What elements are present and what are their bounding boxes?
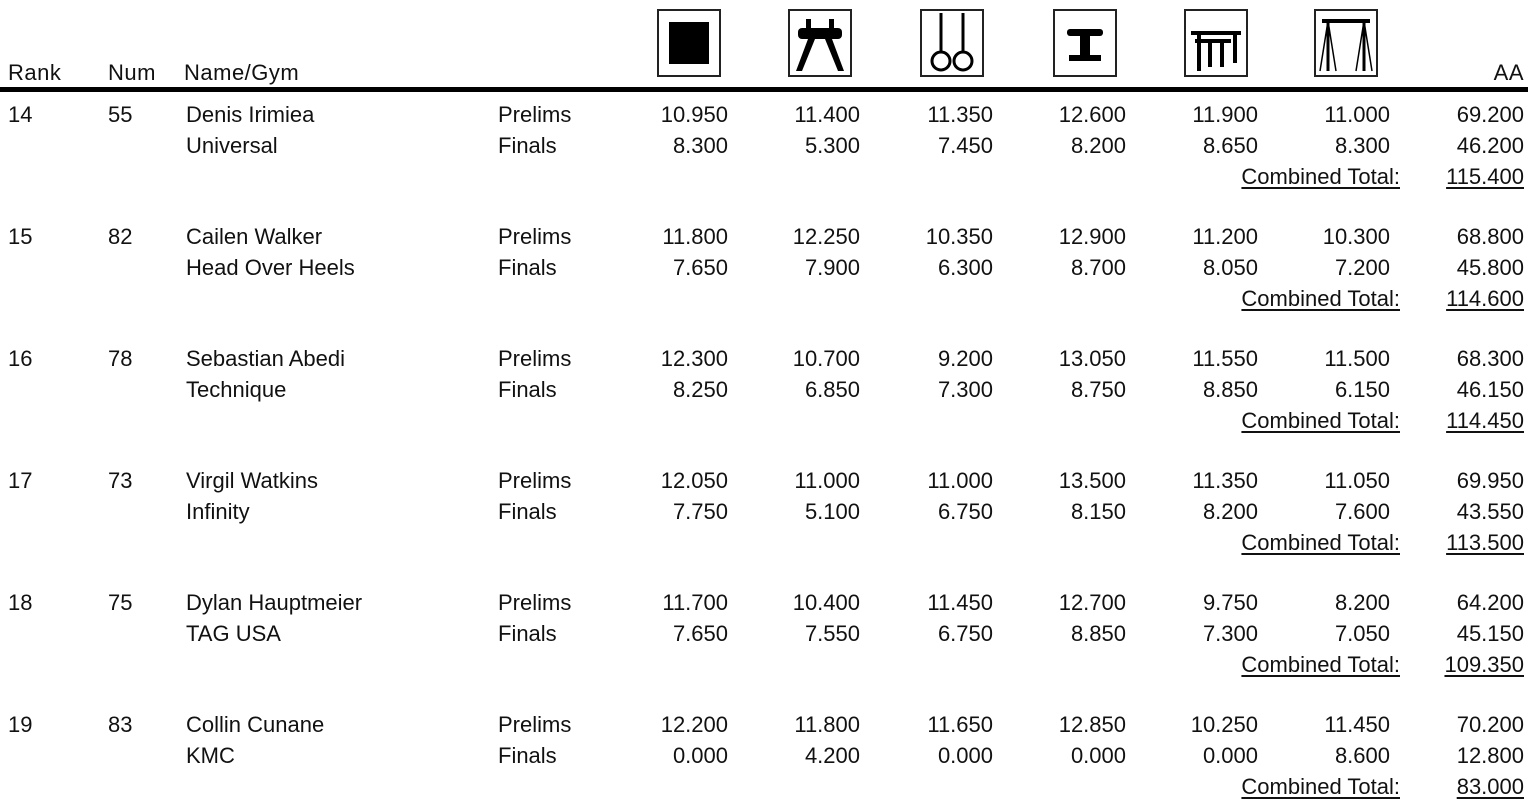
finals-aa: 45.150 [1456, 621, 1524, 646]
finals-aa: 45.800 [1456, 255, 1524, 280]
athlete-gym: Head Over Heels [186, 255, 355, 280]
prelims-score: 9.200 [937, 346, 993, 371]
finals-label: Finals [498, 621, 557, 646]
prelims-label: Prelims [498, 224, 572, 249]
finals-score: 8.050 [1202, 255, 1258, 280]
finals-score: 8.200 [1070, 133, 1126, 158]
prelims-aa: 70.200 [1456, 712, 1524, 737]
finals-aa: 12.800 [1456, 743, 1524, 768]
prelims-aa: 68.800 [1456, 224, 1524, 249]
athlete-gym: TAG USA [186, 621, 281, 646]
prelims-score: 10.950 [660, 102, 728, 127]
finals-score: 7.650 [672, 255, 728, 280]
combined-total-label: Combined Total: [1241, 774, 1400, 799]
prelims-score: 10.700 [792, 346, 860, 371]
prelims-score: 11.000 [794, 468, 860, 493]
prelims-score: 12.850 [1058, 712, 1126, 737]
finals-score: 7.300 [937, 377, 993, 402]
athlete-rank: 15 [8, 224, 33, 249]
prelims-label: Prelims [498, 346, 572, 371]
finals-score: 8.300 [672, 133, 728, 158]
finals-score: 8.700 [1070, 255, 1126, 280]
prelims-score: 11.000 [927, 468, 993, 493]
athlete-gym: Universal [186, 133, 278, 158]
prelims-aa: 68.300 [1456, 346, 1524, 371]
finals-score: 7.900 [804, 255, 860, 280]
finals-score: 8.850 [1070, 621, 1126, 646]
finals-score: 6.150 [1334, 377, 1390, 402]
combined-total-label: Combined Total: [1241, 408, 1400, 433]
athlete-name: Dylan Hauptmeier [186, 590, 363, 615]
prelims-score: 12.250 [792, 224, 860, 249]
finals-score: 6.850 [804, 377, 860, 402]
finals-score: 8.150 [1070, 499, 1126, 524]
prelims-score: 12.700 [1058, 590, 1126, 615]
finals-score: 7.450 [937, 133, 993, 158]
finals-score: 7.300 [1202, 621, 1258, 646]
prelims-score: 10.400 [792, 590, 860, 615]
finals-score: 8.650 [1202, 133, 1258, 158]
prelims-score: 12.900 [1058, 224, 1126, 249]
prelims-score: 11.450 [927, 590, 993, 615]
prelims-score: 12.050 [660, 468, 728, 493]
finals-score: 6.750 [937, 499, 993, 524]
finals-aa: 43.550 [1456, 499, 1524, 524]
finals-score: 7.600 [1334, 499, 1390, 524]
combined-total-value: 113.500 [1446, 530, 1524, 555]
prelims-aa: 69.950 [1456, 468, 1524, 493]
rank-header: Rank [8, 60, 62, 85]
finals-score: 8.300 [1334, 133, 1390, 158]
prelims-label: Prelims [498, 468, 572, 493]
finals-score: 5.100 [804, 499, 860, 524]
athlete-name: Virgil Watkins [186, 468, 319, 493]
finals-label: Finals [498, 499, 557, 524]
finals-score: 8.750 [1070, 377, 1126, 402]
prelims-score: 8.200 [1334, 590, 1390, 615]
athlete-rank: 18 [8, 590, 33, 615]
finals-score: 6.750 [937, 621, 993, 646]
prelims-score: 11.550 [1192, 346, 1258, 371]
finals-score: 7.750 [672, 499, 728, 524]
prelims-aa: 64.200 [1456, 590, 1524, 615]
finals-score: 5.300 [804, 133, 860, 158]
finals-score: 8.850 [1202, 377, 1258, 402]
name-gym-header: Name/Gym [184, 60, 300, 85]
floor-icon [657, 9, 721, 77]
prelims-score: 11.650 [927, 712, 993, 737]
prelims-score: 11.800 [662, 224, 728, 249]
prelims-label: Prelims [498, 590, 572, 615]
finals-score: 7.200 [1334, 255, 1390, 280]
athlete-rank: 16 [8, 346, 33, 371]
athlete-name: Cailen Walker [186, 224, 323, 249]
athlete-gym: KMC [186, 743, 235, 768]
combined-total-value: 114.600 [1446, 286, 1524, 311]
combined-total-label: Combined Total: [1241, 164, 1400, 189]
prelims-score: 13.050 [1058, 346, 1126, 371]
aa-header: AA [1493, 60, 1524, 85]
num-header: Num [108, 60, 156, 85]
prelims-score: 11.450 [1324, 712, 1390, 737]
athlete-num: 82 [108, 224, 133, 249]
parallel-bars-icon [1184, 9, 1248, 77]
combined-total-value: 83.000 [1456, 774, 1524, 799]
prelims-score: 12.600 [1058, 102, 1126, 127]
combined-total-value: 109.350 [1444, 652, 1524, 677]
finals-aa: 46.200 [1456, 133, 1524, 158]
athlete-rank: 19 [8, 712, 33, 737]
prelims-label: Prelims [498, 102, 572, 127]
combined-total-label: Combined Total: [1241, 652, 1400, 677]
finals-score: 8.600 [1334, 743, 1390, 768]
vault-icon [1053, 9, 1117, 77]
athlete-num: 83 [108, 712, 133, 737]
finals-label: Finals [498, 743, 557, 768]
finals-score: 4.200 [804, 743, 860, 768]
prelims-score: 10.350 [925, 224, 993, 249]
prelims-score: 11.350 [1192, 468, 1258, 493]
prelims-score: 13.500 [1058, 468, 1126, 493]
prelims-score: 11.050 [1324, 468, 1390, 493]
athlete-gym: Technique [186, 377, 287, 402]
combined-total-value: 115.400 [1446, 164, 1524, 189]
finals-score: 8.250 [672, 377, 728, 402]
athlete-rank: 14 [8, 102, 33, 127]
athlete-num: 75 [108, 590, 133, 615]
finals-score: 7.550 [804, 621, 860, 646]
pommel-horse-icon [788, 9, 852, 77]
combined-total-label: Combined Total: [1241, 286, 1400, 311]
prelims-score: 10.300 [1322, 224, 1390, 249]
still-rings-icon [920, 9, 984, 77]
athlete-name: Collin Cunane [186, 712, 325, 737]
athlete-name: Sebastian Abedi [186, 346, 346, 371]
high-bar-icon [1314, 9, 1378, 77]
prelims-score: 11.400 [794, 102, 860, 127]
athlete-gym: Infinity [186, 499, 250, 524]
prelims-score: 11.800 [794, 712, 860, 737]
prelims-score: 9.750 [1202, 590, 1258, 615]
finals-score: 0.000 [1070, 743, 1126, 768]
prelims-score: 11.700 [662, 590, 728, 615]
header-divider [0, 87, 1528, 92]
prelims-label: Prelims [498, 712, 572, 737]
prelims-score: 11.000 [1324, 102, 1390, 127]
finals-label: Finals [498, 377, 557, 402]
finals-score: 7.650 [672, 621, 728, 646]
finals-label: Finals [498, 255, 557, 280]
finals-score: 6.300 [937, 255, 993, 280]
prelims-score: 10.250 [1190, 712, 1258, 737]
athlete-num: 55 [108, 102, 133, 127]
athlete-name: Denis Irimiea [186, 102, 315, 127]
finals-score: 8.200 [1202, 499, 1258, 524]
prelims-score: 12.300 [660, 346, 728, 371]
combined-total-value: 114.450 [1446, 408, 1524, 433]
prelims-score: 11.900 [1192, 102, 1258, 127]
prelims-score: 11.350 [927, 102, 993, 127]
athlete-num: 78 [108, 346, 133, 371]
athlete-num: 73 [108, 468, 133, 493]
prelims-score: 11.200 [1192, 224, 1258, 249]
prelims-score: 12.200 [660, 712, 728, 737]
combined-total-label: Combined Total: [1241, 530, 1400, 555]
prelims-score: 11.500 [1324, 346, 1390, 371]
finals-score: 0.000 [937, 743, 993, 768]
prelims-aa: 69.200 [1456, 102, 1524, 127]
finals-label: Finals [498, 133, 557, 158]
finals-score: 7.050 [1334, 621, 1390, 646]
finals-score: 0.000 [672, 743, 728, 768]
finals-score: 0.000 [1202, 743, 1258, 768]
finals-aa: 46.150 [1456, 377, 1524, 402]
athlete-rank: 17 [8, 468, 33, 493]
